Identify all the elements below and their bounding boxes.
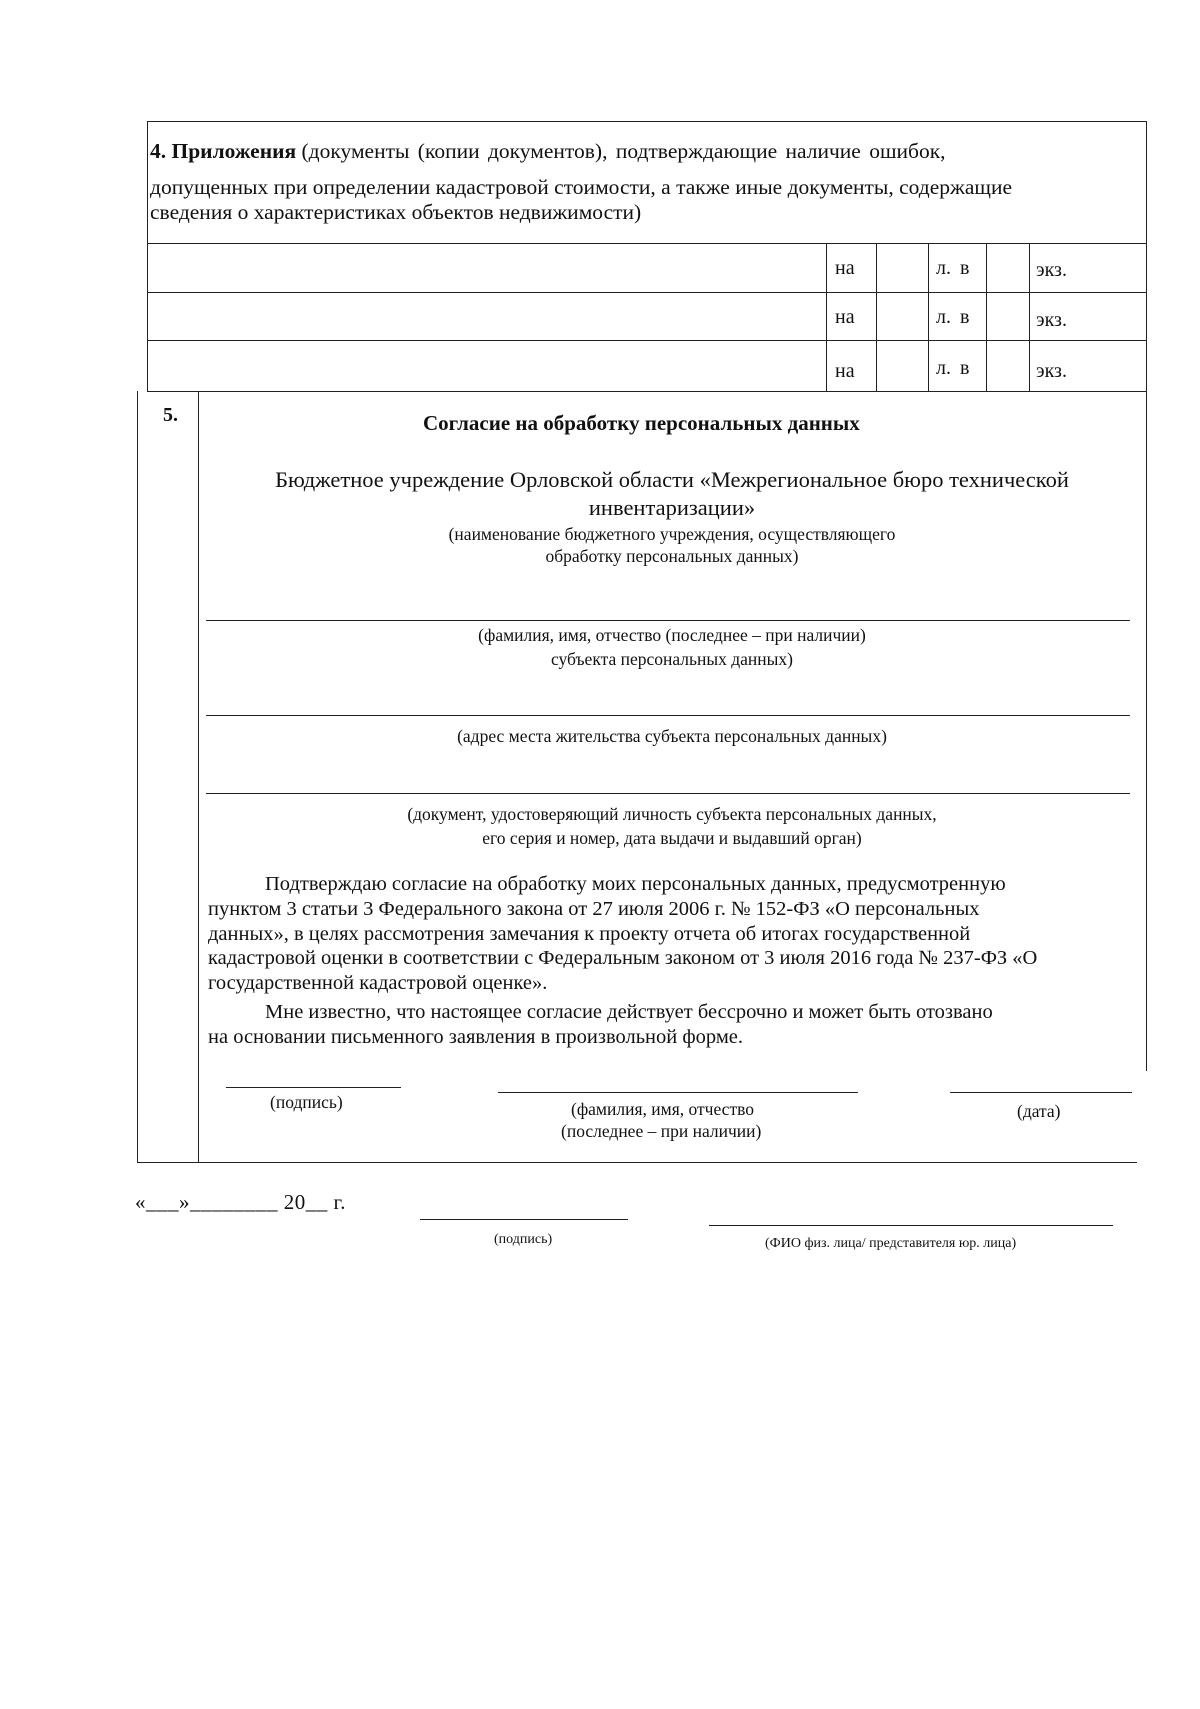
consent-line: государственной кадастровой оценке». xyxy=(208,972,548,994)
signer-fio-label-line1: (фамилия, имя, отчество xyxy=(571,1099,754,1119)
org-name-line2: инвентаризации» xyxy=(588,495,756,520)
col-divider-2 xyxy=(876,243,877,391)
fio-hint-line1: (фамилия, имя, отчество (последнее – при наличии) xyxy=(478,625,866,645)
address-hint: (адрес места жительства субъекта персональных данных) xyxy=(457,726,887,746)
section5-left-border xyxy=(137,391,138,1162)
signer-fio-label-line2: (последнее – при наличии) xyxy=(561,1121,762,1141)
section4-line1 xyxy=(150,141,946,163)
org-name-hint-line1: (наименование бюджетного учреждения, осуществляющего xyxy=(448,524,896,544)
col-divider-1 xyxy=(826,243,827,391)
id-document-hint-line1: (документ, удостоверяющий личность субъекта персональных данных, xyxy=(407,804,937,824)
id-document-field-line[interactable] xyxy=(206,793,1130,794)
org-name-line1: Бюджетное учреждение Орловской области «Межрегиональное бюро технической xyxy=(275,467,1069,492)
fio-field-line[interactable] xyxy=(206,620,1130,621)
section4-right-border xyxy=(1146,121,1147,391)
section5-right-border xyxy=(1146,391,1147,1071)
col-divider-5 xyxy=(1029,243,1030,391)
row-sheets-label: л. в xyxy=(936,357,970,379)
consent-line: кадастровой оценки в соответствии с Федеральным законом от 3 июля 2016 года № 237-ФЗ «О xyxy=(208,947,1038,969)
row-na-label: на xyxy=(835,257,855,279)
row2-bottom xyxy=(147,340,1146,341)
row-copies-label: экз. xyxy=(1036,309,1067,331)
signature-label: (подпись) xyxy=(270,1092,343,1112)
section4-number: 4. xyxy=(150,139,167,163)
row-sheets-label: л. в xyxy=(936,257,970,279)
id-document-hint-line2: его серия и номер, дата выдачи и выдавший орган) xyxy=(482,828,862,848)
consent-line: данных», в целях рассмотрения замечания к проекту отчета об итогах государственной xyxy=(208,923,971,945)
section4-header-bottom xyxy=(147,243,1146,244)
org-name-hint-line2: обработку персональных данных) xyxy=(545,546,799,566)
footer-date[interactable]: «___»________ 20__ г. xyxy=(135,1190,346,1214)
footer-signature-line[interactable] xyxy=(420,1219,628,1220)
date-label: (дата) xyxy=(1017,1101,1061,1121)
notice-line: на основании письменного заявления в произвольной форме. xyxy=(208,1026,744,1048)
footer-fio-line[interactable] xyxy=(709,1225,1113,1226)
row-sheets-label: л. в xyxy=(936,306,970,328)
form-top-border xyxy=(147,121,1146,122)
notice-line: Мне известно, что настоящее согласие действует бессрочно и может быть отозвано xyxy=(265,1001,993,1023)
consent-line: пунктом 3 статьи 3 Федерального закона от 27 июля 2006 г. № 152-ФЗ «О персональных xyxy=(208,898,980,920)
date-line[interactable] xyxy=(950,1092,1132,1093)
fio-hint-line2: субъекта персональных данных) xyxy=(550,649,793,669)
section4-title: Приложения xyxy=(171,139,297,163)
signature-line[interactable] xyxy=(226,1087,401,1088)
footer-fio-label: (ФИО физ. лица/ представителя юр. лица) xyxy=(765,1236,1017,1251)
row-copies-label: экз. xyxy=(1036,259,1067,281)
row1-bottom xyxy=(147,292,1146,293)
row-na-label: на xyxy=(835,360,855,382)
section4-desc-line2: допущенных при определении кадастровой стоимости, а также иные документы, содержащие xyxy=(150,175,1013,199)
row3-bottom xyxy=(147,391,1146,392)
row-copies-label: экз. xyxy=(1036,360,1067,382)
section4-desc-line3: сведения о характеристиках объектов недвижимости) xyxy=(150,200,642,224)
col-divider-3 xyxy=(928,243,929,391)
footer-signature-label: (подпись) xyxy=(494,1232,553,1247)
section5-title: Согласие на обработку персональных данных xyxy=(423,411,860,435)
signer-fio-line[interactable] xyxy=(498,1092,858,1093)
section4-desc-line1: (документы (копии документов), подтверждающие наличие ошибок, xyxy=(301,139,946,163)
address-field-line[interactable] xyxy=(206,715,1130,716)
section4-left-border xyxy=(147,121,148,391)
row-na-label: на xyxy=(835,306,855,328)
section5-number: 5. xyxy=(163,404,178,426)
form-bottom-border xyxy=(137,1162,1137,1163)
col-divider-4 xyxy=(986,243,987,391)
consent-line: Подтверждаю согласие на обработку моих персональных данных, предусмотренную xyxy=(265,873,1006,895)
